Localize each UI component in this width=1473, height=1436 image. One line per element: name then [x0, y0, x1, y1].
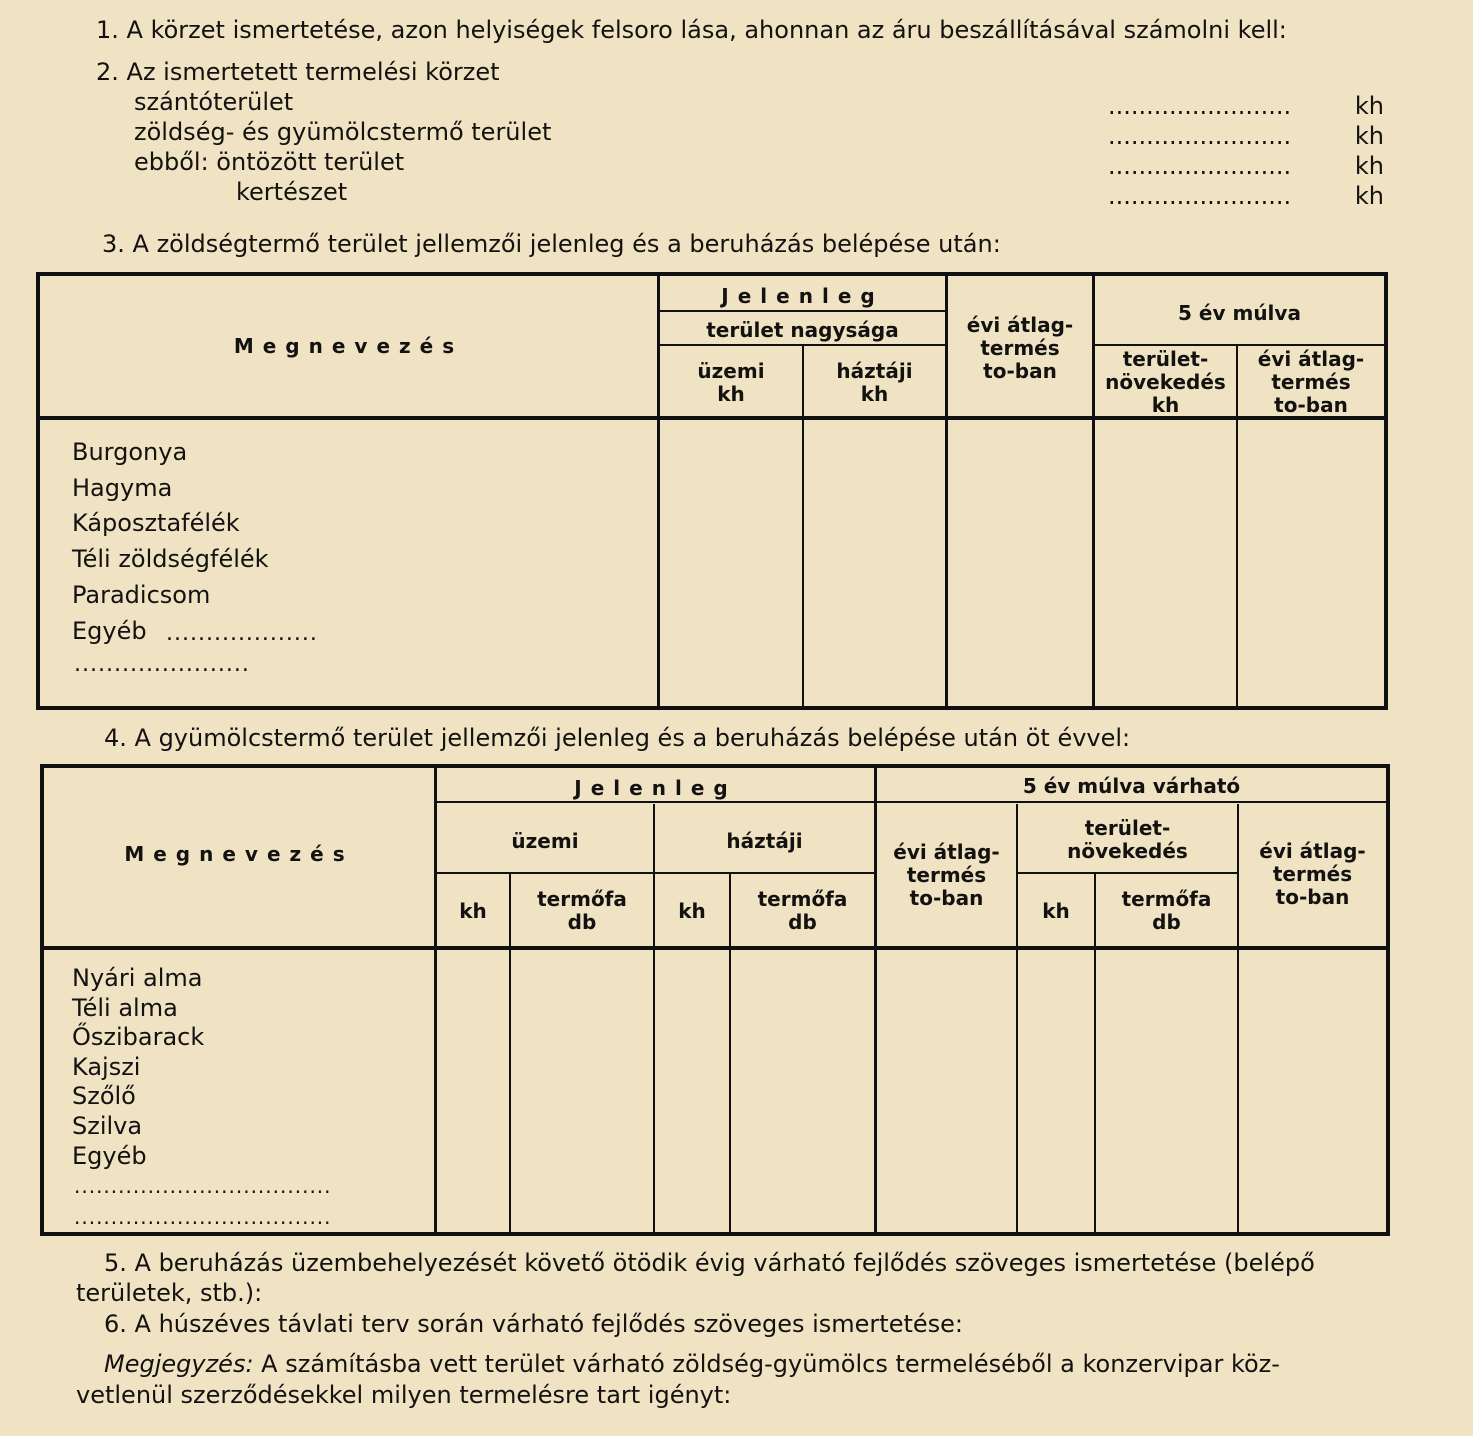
col-megnevezes: Megnevezés [233, 334, 464, 358]
col-5-ev-mulva-varhato: 5 év múlva várható [1022, 774, 1241, 798]
row-label: Téli alma [72, 994, 178, 1022]
col-uzemi: üzemi kh [697, 359, 765, 406]
row-label: Paradicsom [72, 581, 211, 609]
item-5-line-2: területek, stb.): [76, 1279, 263, 1307]
area-label-1: szántóterület [134, 88, 294, 116]
row-label: Hagyma [72, 474, 173, 502]
col-haztaji: háztáji kh [836, 359, 913, 406]
col-terulet-nagysaga: terület nagysága [706, 318, 899, 342]
row-label: Egyéb [72, 1142, 147, 1170]
item-1: 1. A körzet ismertetése, azon helyiségek felsoro lása, ahonnan az áru beszállításával számolni kell: [96, 16, 1287, 44]
col-evi-atlag-2: évi átlag- termés to-ban [1257, 347, 1365, 417]
note-label: Megjegyzés: [104, 1350, 254, 1378]
unit-kh: kh [1354, 122, 1384, 150]
fill-dots[interactable]: ................................... [74, 1174, 332, 1198]
fill-dots[interactable]: ................... [166, 621, 318, 646]
row-label: Szilva [72, 1112, 143, 1140]
fill-dots: ........................ [1108, 152, 1292, 180]
area-label-2: zöldség- és gyümölcstermő terület [134, 118, 552, 146]
note-text-1: A számításba vett terület várható zöldség-gyümölcs termeléséből a konzervipar köz- [261, 1350, 1280, 1378]
fill-dots: ........................ [1108, 182, 1292, 210]
col-termofa: termőfa db [1121, 887, 1212, 934]
col-termofa: termőfa db [537, 887, 627, 934]
row-label-egyeb: Egyéb [72, 617, 147, 645]
row-label: Téli zöldségfélék [72, 545, 269, 573]
col-terulet-novekedes: terület- növekedés [1067, 816, 1188, 863]
unit-kh: kh [1354, 152, 1384, 180]
col-kh: kh [459, 899, 487, 923]
area-value-1[interactable] [1108, 92, 1388, 120]
col-terulet-novekedes: terület- növekedés kh [1105, 347, 1226, 417]
item-3: 3. A zöldségtermő terület jellemzői jelenleg és a beruházás belépése után: [102, 230, 1001, 258]
row-label: Szőlő [72, 1082, 136, 1110]
col-evi-atlag: évi átlag- termés to-ban [966, 313, 1074, 383]
note-line-1 [104, 1350, 1280, 1378]
col-5-ev-mulva: 5 év múlva [1178, 301, 1301, 325]
col-termofa: termőfa db [757, 887, 848, 934]
item-6: 6. A húszéves távlati terv során várható fejlődés szöveges ismertetése: [104, 1310, 963, 1338]
unit-kh: kh [1354, 92, 1384, 120]
col-megnevezes: Megnevezés [124, 842, 354, 866]
row-label: Káposztafélék [72, 509, 240, 537]
fill-dots: ........................ [1108, 92, 1292, 120]
col-kh: kh [678, 899, 706, 923]
col-jelenleg: Jelenleg [721, 284, 884, 308]
area-value-4[interactable] [1108, 182, 1388, 210]
area-value-3[interactable] [1108, 152, 1388, 180]
area-label-4: kertészet [236, 178, 348, 206]
item-2-title: 2. Az ismertetett termelési körzet [96, 58, 500, 86]
area-label-3: ebből: öntözött terület [134, 148, 405, 176]
col-uzemi: üzemi [511, 829, 579, 853]
area-value-2[interactable] [1108, 122, 1388, 150]
col-kh: kh [1042, 899, 1070, 923]
row-label: Kajszi [72, 1053, 141, 1081]
col-haztaji: háztáji [726, 829, 803, 853]
row-label: Nyári alma [72, 964, 203, 992]
col-evi-atlag-2: évi átlag- termés to-ban [1259, 839, 1366, 909]
fill-dots[interactable]: ...................... [74, 652, 250, 677]
fill-dots[interactable]: ................................... [74, 1205, 332, 1229]
col-evi-atlag: évi átlag- termés to-ban [893, 840, 1000, 910]
item-4: 4. A gyümölcstermő terület jellemzői jelenleg és a beruházás belépése után öt évvel: [104, 724, 1131, 752]
row-label: Őszibarack [72, 1023, 205, 1051]
unit-kh: kh [1354, 182, 1384, 210]
fill-dots: ........................ [1108, 122, 1292, 150]
col-jelenleg: Jelenleg [574, 776, 737, 800]
item-5-line-1: 5. A beruházás üzembehelyezését követő ötödik évig várható fejlődés szöveges ismertetése (belépő [104, 1249, 1315, 1277]
note-line-2: vetlenül szerződésekkel milyen termelésre tart igényt: [76, 1381, 732, 1409]
row-label: Burgonya [72, 438, 188, 466]
